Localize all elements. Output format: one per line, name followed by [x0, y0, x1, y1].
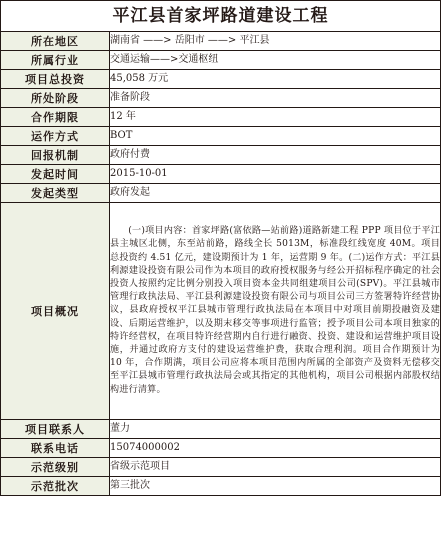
table-row-investment [1, 70, 441, 89]
row-value: 准备阶段 [110, 89, 441, 108]
project-info-table [0, 31, 441, 496]
row-label: 示范级别 [1, 458, 110, 477]
row-label: 运作方式 [1, 127, 110, 146]
row-label: 所处阶段 [1, 89, 110, 108]
row-label: 项目联系人 [1, 420, 110, 439]
row-label: 所在地区 [1, 32, 110, 51]
row-label: 发起类型 [1, 184, 110, 203]
row-value: 政府付费 [110, 146, 441, 165]
row-value: 省级示范项目 [110, 458, 441, 477]
table-row-term [1, 108, 441, 127]
table-row-launch-date [1, 165, 441, 184]
overview-text: (一)项目内容：首家坪路(富依路—站前路)道路新建工程 PPP 项目位于平江县主城区北侧，东至站前路，路线全长 5013M，标准段红线宽度 40M。项目总投资约 4.51 亿元，建设期预计为 1 年，运营期 9 年。(二)运作方式：平江县利源建设投资有限公司作为本项目的政府授权服务与经公开招标程序确定的社会投资人按照约定比例分别投入项目资本金共同组建项目公司(SPV)。平江县城市管理行政执法局、平江县利源建设投资有限公司与项目公司三方签署特许经营协议，县政府授权平江县城市管理行政执法局在本项目中对项目前期投融资及建设、后期运营维护，以及期末移交等事项进行监管；授予项目公司本项目独家的特许经营权，在项目特许经营期内自行进行融资、投资、建设和运营维护项目设施，并通过政府方支付的建设运营维护费，获取合理利润。项目合作期预计为 10 年，合作期满，项目公司应将本项目范围内所属的全部资产及资料无偿移交至平江县城市管理行政执法局会或其指定的其他机构，项目公司根据内部股权结构进行清算。 [110, 203, 441, 420]
row-value: 交通运输——>交通枢纽 [110, 51, 441, 70]
row-label: 联系电话 [1, 439, 110, 458]
row-label: 所属行业 [1, 51, 110, 70]
table-row-phone [1, 439, 441, 458]
table-row-return-mechanism [1, 146, 441, 165]
table-row-demo-level [1, 458, 441, 477]
row-label: 示范批次 [1, 477, 110, 496]
row-label: 项目总投资 [1, 70, 110, 89]
table-row-stage [1, 89, 441, 108]
row-value: 45,058 万元 [110, 70, 441, 89]
row-value: BOT [110, 127, 441, 146]
row-value: 政府发起 [110, 184, 441, 203]
table-row-operation-mode [1, 127, 441, 146]
table-row-contact [1, 420, 441, 439]
table-row-demo-batch [1, 477, 441, 496]
row-value: 湖南省 ——> 岳阳市 ——> 平江县 [110, 32, 441, 51]
row-label: 发起时间 [1, 165, 110, 184]
row-label: 回报机制 [1, 146, 110, 165]
table-row-launch-type [1, 184, 441, 203]
row-label: 项目概况 [1, 203, 110, 420]
table-row-region [1, 32, 441, 51]
table-row-industry [1, 51, 441, 70]
row-value: 2015-10-01 [110, 165, 441, 184]
row-value: 第三批次 [110, 477, 441, 496]
row-label: 合作期限 [1, 108, 110, 127]
row-value: 12 年 [110, 108, 441, 127]
row-value: 15074000002 [110, 439, 441, 458]
table-row-overview [1, 203, 441, 420]
page-title: 平江县首家坪路道建设工程 [0, 0, 441, 31]
row-value: 董力 [110, 420, 441, 439]
